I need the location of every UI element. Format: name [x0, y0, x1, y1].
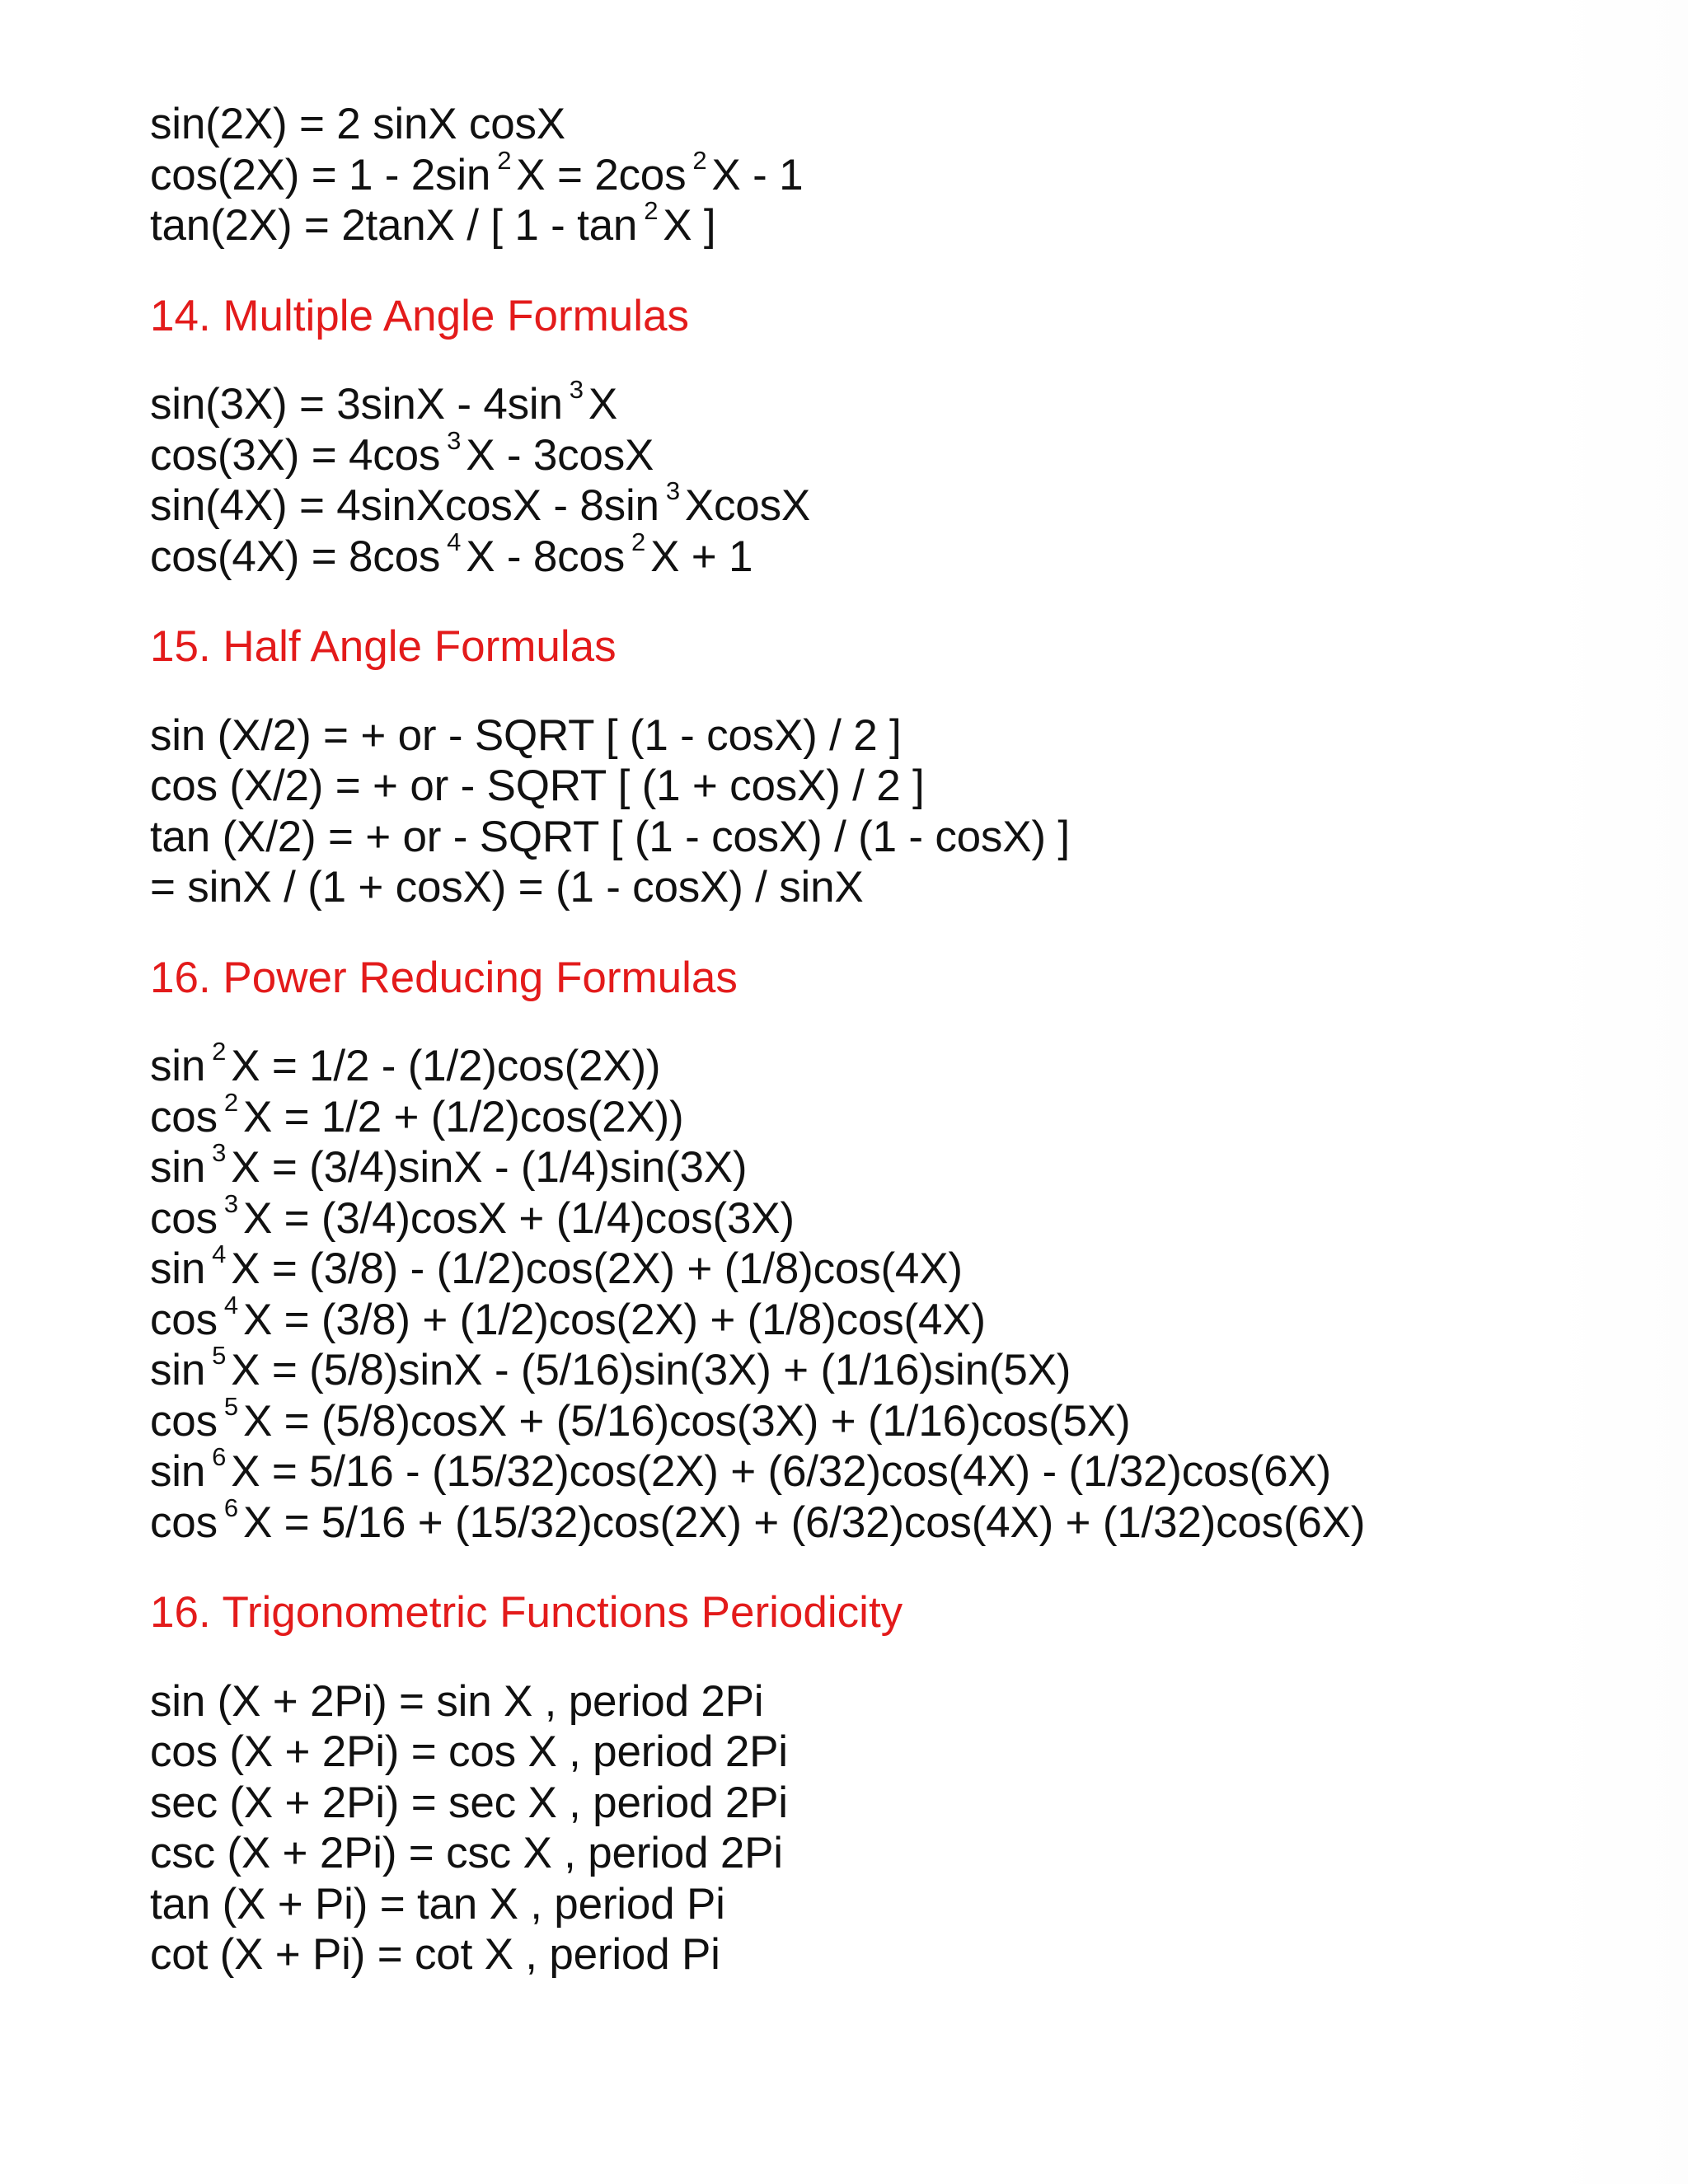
formula-line — [150, 1442, 1634, 1497]
formula-text: sec (X + 2Pi) = sec X , period 2Pi — [150, 1778, 788, 1827]
formula-line — [150, 476, 1634, 532]
formula-text: X + 1 — [650, 532, 753, 581]
formula-text: sin — [150, 1346, 206, 1394]
section-heading: 16. Trigonometric Functions Periodicity — [150, 1588, 903, 1637]
formula-text: X = 5/16 - (15/32)cos(2X) + (6/32)cos(4X) - (1/32)cos(6X) — [231, 1447, 1331, 1496]
formula-line — [150, 1391, 1634, 1447]
exponent: 2 — [631, 527, 646, 556]
formula-section — [150, 291, 1634, 583]
formula-line — [150, 1778, 1634, 1829]
formula-line — [150, 1087, 1634, 1143]
section-heading: 16. Power Reducing Formulas — [150, 953, 738, 1002]
formula-line — [150, 196, 1634, 251]
formula-text: X = 2cos — [516, 150, 687, 199]
formula-text: X - 1 — [711, 150, 804, 199]
formula-line — [150, 862, 1634, 913]
formula-text: cos (X + 2Pi) = cos X , period 2Pi — [150, 1727, 788, 1776]
formula-line — [150, 812, 1634, 863]
exponent: 2 — [223, 1087, 238, 1117]
formula-line — [150, 1676, 1634, 1727]
formula-text: X = (3/4)cosX + (1/4)cos(3X) — [242, 1193, 795, 1243]
formula-text: tan (X/2) = + or - SQRT [ (1 - cosX) / (1 - cosX) ] — [150, 812, 1070, 861]
formula-text: = sinX / (1 + cosX) = (1 - cosX) / sinX — [150, 863, 864, 912]
formula-line — [150, 99, 1634, 150]
formula-text: XcosX — [684, 481, 811, 530]
section-heading: 14. Multiple Angle Formulas — [150, 291, 689, 340]
formula-text: sin — [150, 1042, 206, 1090]
formula-text: X - 3cosX — [466, 430, 654, 480]
formula-text: X - 8cos — [466, 532, 626, 581]
exponent: 6 — [223, 1493, 238, 1522]
formula-line — [150, 761, 1634, 812]
formula-text: cos — [150, 1193, 218, 1243]
formula-text: sin (X + 2Pi) = sin X , period 2Pi — [150, 1676, 764, 1726]
formula-text: X = (3/8) - (1/2)cos(2X) + (1/8)cos(4X) — [231, 1244, 963, 1293]
exponent: 3 — [447, 425, 462, 455]
formula-text: cos — [150, 1092, 218, 1141]
exponent: 4 — [223, 1290, 238, 1319]
formula-line — [150, 1341, 1634, 1396]
formula-line — [150, 527, 1634, 583]
formula-line — [150, 1240, 1634, 1295]
formula-text: cos(2X) = 1 - 2sin — [150, 150, 491, 199]
exponent: 2 — [644, 196, 659, 226]
formula-text: cos — [150, 1295, 218, 1344]
formula-section — [150, 1587, 1634, 1980]
exponent: 6 — [212, 1442, 227, 1472]
section-heading: 15. Half Angle Formulas — [150, 622, 617, 671]
formula-text: X = (5/8)sinX - (5/16)sin(3X) + (1/16)sin(5X) — [231, 1346, 1071, 1394]
exponent: 3 — [569, 375, 584, 405]
exponent: 3 — [223, 1188, 238, 1218]
formula-text: tan(2X) = 2tanX / [ 1 - tan — [150, 201, 638, 250]
formula-text: sin — [150, 1447, 206, 1496]
exponent: 2 — [692, 145, 707, 175]
formula-line — [150, 1828, 1634, 1879]
exponent: 4 — [447, 527, 462, 556]
formula-text: X = 1/2 + (1/2)cos(2X)) — [242, 1092, 684, 1141]
formula-text: sin(3X) = 3sinX - 4sin — [150, 380, 563, 429]
formula-line — [150, 710, 1634, 762]
formula-text: X = (5/8)cosX + (5/16)cos(3X) + (1/16)cos(5X) — [242, 1396, 1131, 1446]
formula-line — [150, 1138, 1634, 1193]
formula-text: sin(4X) = 4sinXcosX - 8sin — [150, 481, 659, 530]
formula-text: X ] — [663, 201, 716, 250]
exponent: 2 — [497, 145, 512, 175]
formula-content — [150, 99, 1634, 1980]
formula-text: tan (X + Pi) = tan X , period Pi — [150, 1879, 725, 1929]
exponent: 2 — [212, 1037, 227, 1066]
formula-text: sin(2X) = 2 sinX cosX — [150, 100, 565, 148]
formula-text: cos(4X) = 8cos — [150, 532, 441, 581]
exponent: 3 — [665, 476, 680, 506]
formula-line — [150, 1493, 1634, 1549]
formula-text: cos — [150, 1497, 218, 1547]
formula-text: X = (3/4)sinX - (1/4)sin(3X) — [231, 1143, 748, 1192]
formula-line — [150, 1727, 1634, 1778]
formula-text: sin — [150, 1244, 206, 1293]
formula-section — [150, 953, 1634, 1549]
formula-line — [150, 425, 1634, 481]
formula-text: sin — [150, 1143, 206, 1192]
formula-text: X = (3/8) + (1/2)cos(2X) + (1/8)cos(4X) — [242, 1295, 986, 1344]
formula-text: X — [588, 380, 617, 429]
formula-text: X = 1/2 - (1/2)cos(2X)) — [231, 1042, 661, 1090]
formula-line — [150, 1929, 1634, 1980]
formula-text: sin (X/2) = + or - SQRT [ (1 - cosX) / 2 ] — [150, 710, 902, 760]
exponent: 5 — [223, 1391, 238, 1421]
exponent: 5 — [212, 1341, 227, 1371]
formula-text: cos (X/2) = + or - SQRT [ (1 + cosX) / 2 ] — [150, 762, 925, 810]
formula-line — [150, 1879, 1634, 1930]
formula-section — [150, 99, 1634, 251]
formula-line — [150, 1037, 1634, 1092]
formula-line — [150, 1188, 1634, 1244]
formula-section — [150, 621, 1634, 913]
exponent: 3 — [212, 1138, 227, 1168]
formula-text: csc (X + 2Pi) = csc X , period 2Pi — [150, 1829, 783, 1877]
formula-text: cos(3X) = 4cos — [150, 430, 441, 480]
formula-line — [150, 375, 1634, 430]
exponent: 4 — [212, 1240, 227, 1269]
formula-text: cos — [150, 1396, 218, 1446]
formula-line — [150, 145, 1634, 201]
formula-line — [150, 1290, 1634, 1346]
formula-text: X = 5/16 + (15/32)cos(2X) + (6/32)cos(4X) + (1/32)cos(6X) — [242, 1497, 1366, 1547]
formula-text: cot (X + Pi) = cot X , period Pi — [150, 1930, 720, 1979]
